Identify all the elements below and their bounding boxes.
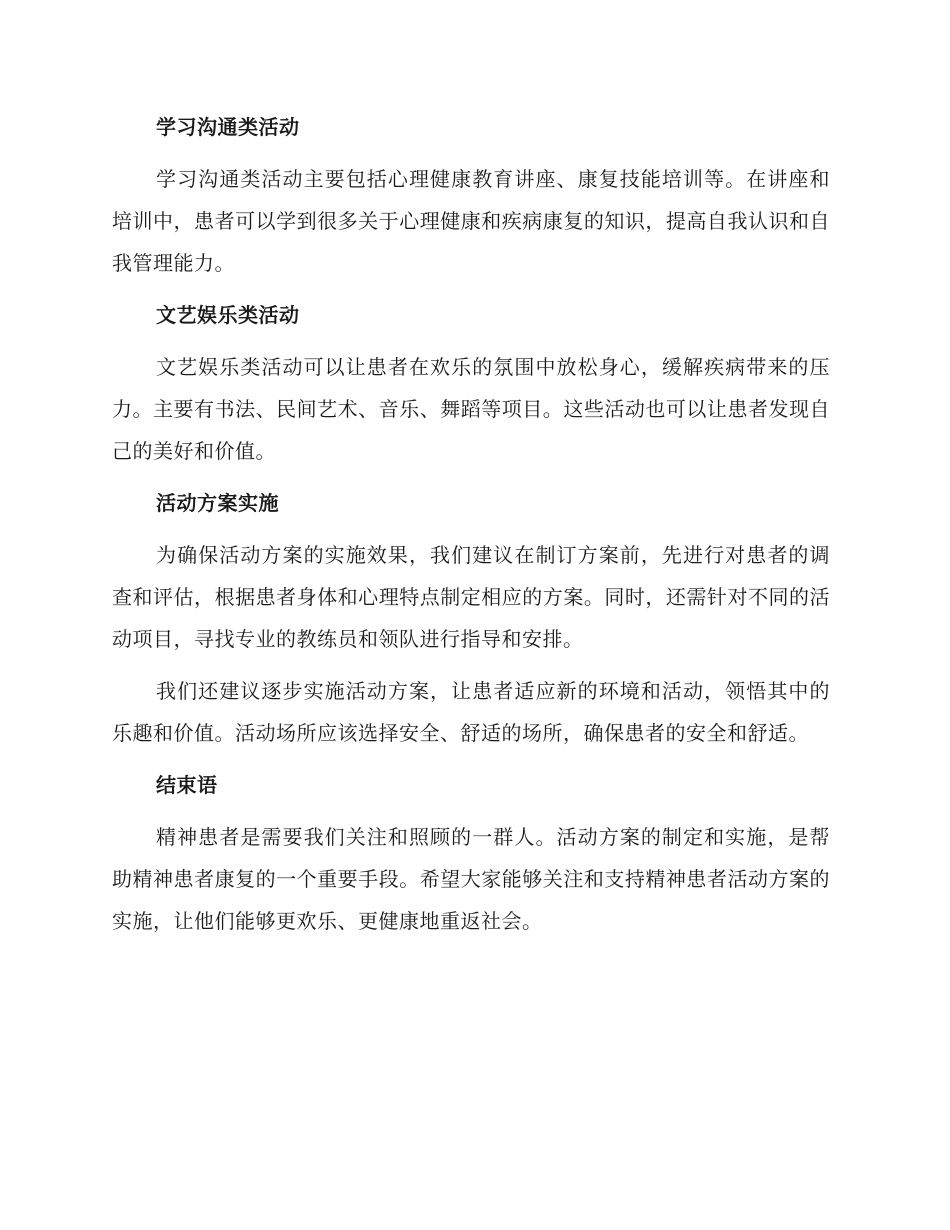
section-heading-arts: 文艺娱乐类活动 xyxy=(156,303,300,327)
section-paragraph-conclusion: 精神患者是需要我们关注和照顾的一群人。活动方案的制定和实施，是帮助精神患者康复的一个重要手段。希望大家能够关注和支持精神患者活动方案的实施，让他们能够更欢乐、更健康地重返社会。 xyxy=(112,825,830,933)
section-paragraph-learning: 学习沟通类活动主要包括心理健康教育讲座、康复技能培训等。在讲座和培训中，患者可以学到很多关于心理健康和疾病康复的知识，提高自我认识和自我管理能力。 xyxy=(112,167,830,275)
section-paragraph-implementation-2: 我们还建议逐步实施活动方案，让患者适应新的环境和活动，领悟其中的乐趣和价值。活动场所应该选择安全、舒适的场所，确保患者的安全和舒适。 xyxy=(112,679,830,745)
section-heading-implementation: 活动方案实施 xyxy=(156,491,279,515)
section-paragraph-arts: 文艺娱乐类活动可以让患者在欢乐的氛围中放松身心，缓解疾病带来的压力。主要有书法、民间艺术、音乐、舞蹈等项目。这些活动也可以让患者发现自己的美好和价值。 xyxy=(112,355,830,463)
document-page xyxy=(112,106,830,952)
section-heading-conclusion: 结束语 xyxy=(156,773,218,797)
section-paragraph-implementation-1: 为确保活动方案的实施效果，我们建议在制订方案前，先进行对患者的调查和评估，根据患者身体和心理特点制定相应的方案。同时，还需针对不同的活动项目，寻找专业的教练员和领队进行指导和安排。 xyxy=(112,543,830,651)
section-heading-learning: 学习沟通类活动 xyxy=(156,115,300,139)
